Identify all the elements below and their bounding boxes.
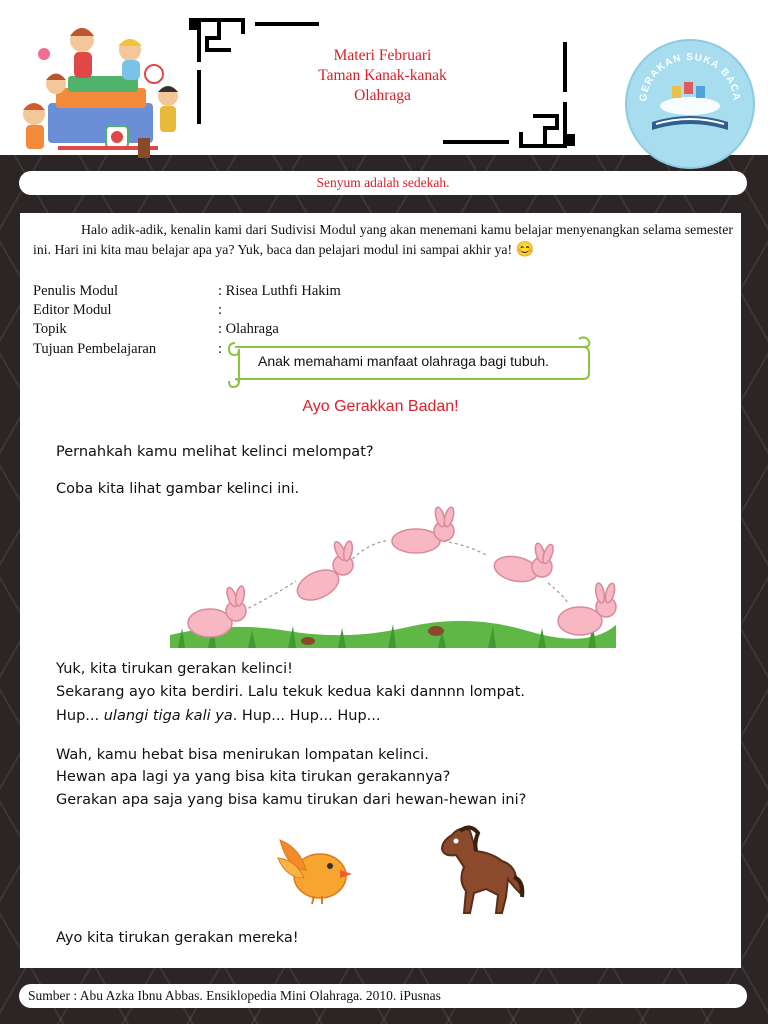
paragraph-closing: Ayo kita tirukan gerakan mereka! — [56, 930, 299, 946]
hup-end: . Hup... Hup... Hup... — [232, 708, 381, 724]
hup-italic: ulangi tiga kali ya — [103, 708, 233, 724]
kids-illustration — [18, 18, 190, 168]
bird-illustration — [274, 830, 354, 905]
intro-paragraph — [33, 220, 733, 260]
paragraph-question-animal: Hewan apa lagi ya yang bisa kita tirukan gerakannya? — [56, 769, 451, 785]
paragraph-question-movement: Gerakan apa saja yang bisa kamu tirukan dari hewan-hewan ini? — [56, 792, 527, 808]
meta-label: Editor Modul — [33, 302, 112, 318]
horse-illustration — [430, 821, 525, 919]
meta-label: Tujuan Pembelajaran — [33, 341, 157, 357]
content-panel — [20, 213, 741, 968]
instruction-look: Coba kita lihat gambar kelinci ini. — [56, 481, 300, 497]
meta-value: : — [218, 341, 223, 357]
goal-text: Anak memahami manfaat olahraga bagi tubuh. — [258, 353, 550, 369]
intro-text: Halo adik-adik, kenalin kami dari Sudivisi Modul yang akan menemani kamu belajar menyenangkan selama semester ini. Hari ini kita mau belajar apa ya? Yuk, baca dan pelajari modul ini sampai akhir ya! — [33, 222, 733, 257]
hup-start: Hup... — [56, 708, 104, 724]
page-header — [0, 0, 768, 155]
title-line-3: Olahraga — [354, 87, 411, 104]
source-citation: Sumber : Abu Azka Ibnu Abbas. Ensiklopedia Mini Olahraga. 2010. iPusnas — [19, 984, 747, 1008]
motto-bar: Senyum adalah sedekah. — [19, 171, 747, 195]
smiley-icon: 😊 — [515, 242, 535, 258]
module-title — [290, 46, 475, 106]
section-title: Ayo Gerakkan Badan! — [302, 398, 459, 415]
title-line-2: Taman Kanak-kanak — [318, 67, 447, 84]
meta-label: Penulis Modul — [33, 283, 118, 299]
paragraph-stand: Sekarang ayo kita berdiri. Lalu tekuk kedua kaki dannnn lompat. — [56, 684, 525, 700]
meta-label: Topik — [33, 321, 67, 337]
title-line-1: Materi Februari — [333, 47, 432, 64]
paragraph-praise: Wah, kamu hebat bisa menirukan lompatan kelinci. — [56, 747, 429, 763]
logo-text: GERAKAN SUKA BACA — [637, 51, 743, 103]
meta-value: : Risea Luthfi Hakim — [218, 283, 341, 299]
question-rabbit: Pernahkah kamu melihat kelinci melompat? — [56, 444, 374, 460]
meta-value: : Olahraga — [218, 321, 279, 337]
jumping-rabbits-illustration — [168, 503, 618, 648]
paragraph-hup — [56, 705, 726, 727]
paragraph-imitate: Yuk, kita tirukan gerakan kelinci! — [56, 661, 293, 677]
gerakan-suka-baca-logo — [624, 38, 756, 170]
meta-value: : — [218, 302, 223, 318]
